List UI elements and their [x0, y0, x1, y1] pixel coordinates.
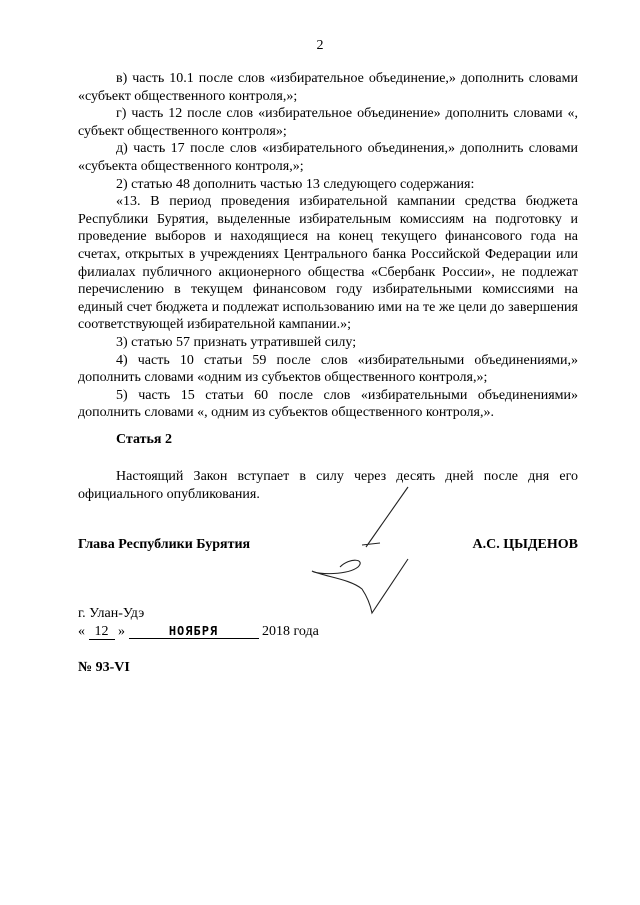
- paragraph-g: г) часть 12 после слов «избирательное объединение» дополнить словами «, субъект общественного контроля»;: [78, 106, 578, 139]
- page-number: 2: [316, 38, 324, 53]
- paragraph-d: д) часть 17 после слов «избирательного объединения,» дополнить словами «субъекта общественного контроля,»;: [78, 141, 578, 174]
- signatory-title: Глава Республики Бурятия: [78, 537, 251, 552]
- date-close-quote: »: [118, 624, 125, 639]
- paragraph-part-13: «13. В период проведения избирательной кампании средства бюджета Республики Бурятия, выделенные избирательным комиссиям на подготовку и проведение выборов и находящиеся на конец текущего финансового года на счетах, открытых в учреждениях Центрального банка Российской Федерации или филиалах публичного акционерного общества «Сбербанк России», не подлежат перечислению в текущем финансовом году избирательными комиссиями на единый счет бюджета и подлежат использованию ими на те же цели до завершения соответствующей избирательной кампании.»;: [78, 194, 578, 333]
- paragraph-v: в) часть 10.1 после слов «избирательное объединение,» дополнить словами «субъект общественного контроля,»;: [78, 71, 578, 104]
- date-month-stamp: НОЯБРЯ: [129, 624, 259, 639]
- date-line: [78, 624, 319, 640]
- signatory-name: А.С. ЦЫДЕНОВ: [472, 537, 578, 552]
- law-number: № 93-VI: [78, 660, 130, 675]
- date-open-quote: «: [78, 624, 85, 639]
- article-heading: Статья 2: [116, 432, 172, 447]
- date-year: 2018 года: [262, 624, 319, 639]
- date-day: 12: [89, 625, 115, 640]
- paragraph-article-48: 2) статью 48 дополнить частью 13 следующего содержания:: [116, 176, 475, 192]
- final-paragraph: Настоящий Закон вступает в силу через десять дней после дня его официального опубликования.: [78, 469, 578, 502]
- paragraph-article-59: 4) часть 10 статьи 59 после слов «избирательными объединениями,» дополнить словами «одним из субъектов общественного контроля,»;: [78, 352, 578, 386]
- handwritten-signature: [300, 485, 440, 625]
- city-line: г. Улан-Удэ: [78, 606, 145, 621]
- amendments-list: [78, 70, 578, 422]
- paragraph-article-57: 3) статью 57 признать утратившей силу;: [116, 334, 357, 350]
- paragraph-article-60: 5) часть 15 статьи 60 после слов «избирательными объединениями» дополнить словами «, одним из субъектов общественного контроля,».: [78, 387, 578, 421]
